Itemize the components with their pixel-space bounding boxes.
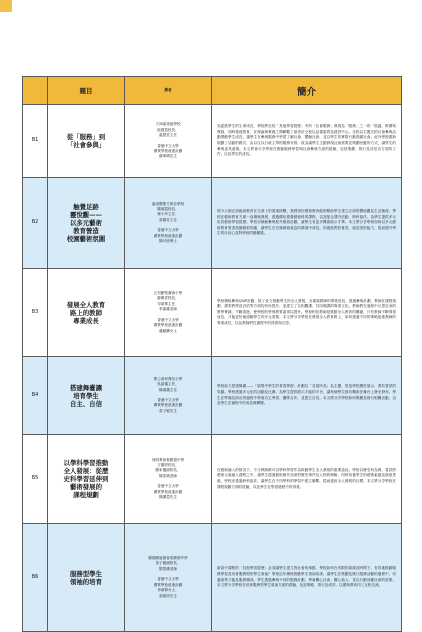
row-summary: 學校致力搭建舞臺——「展現中學生的青春學習」計劃以「各展所長」為主題，營造學校樂於展示、勇於嘗試的氛圍。學校透過多元化的活動及比賽，為學生提供展示才能的平台，讓每個學生都有機會在舞台上發光發亮。學生在準備及演出的過程中學會自主學習、團隊合作，並建立自信。本文將分享學校如何策劃及推行相關活動，以及學生在過程中的成長與轉變。 (212, 357, 402, 435)
row-code: B2 (23, 178, 48, 269)
row-code: B5 (23, 435, 48, 524)
table-row (23, 105, 402, 178)
row-author: 嘉諾撒聖方濟各學校 陳淑霞校長、 林小玲主任、 梁鳳芳主任 香港中文大學 優質學校改進計劃 陳可欣博士 (125, 178, 212, 269)
row-summary: 為促進學生的生命成長，學校將在校「其他學習經歷」中的「社會服務」發展為「服務」之一的「展議、推廣與實踐，同時重建教育，在理論與實踐之間聯繫了兩者於全校以品德素質為建設中心。全校以主題式的社會參與活動帶動學生成長，讓學生在參與服務中學習了解社會、體驗社會，並以學生的實際行動貢獻社會。此外學校重新規劃了活動的模式，由以往以行政主導的服務安排，改為讓學生主動發現社會需要並策劃回應的方式，讓學生的參與更具意義。本文將會分享學校在推動服務學習與社會參與方面的經驗，包括策劃、推行及評估各方面的工作，以及學生的成長。 (212, 105, 402, 178)
table-header-row (23, 77, 402, 105)
row-summary: 新高中課程的「其他學習經歷」必須讓學生建立對社會的承擔、學校如何在有限的資源及時間下，有效地推動服務學習及培育服務型的學生領袖？學校近年積極推動學生領袖培訓，讓學生在策劃及推行服務活動的過程中，培養領導才能及服務精神。學生透過參與不同的服務計劃，學會關心社會、關心他人，並以行動回應社會的需要。本文將分享學校在培育服務型學生領袖方面的經驗，包括策略、推行及成效，以期與教育同工互相交流。 (212, 524, 402, 632)
article-table-wrapper (22, 76, 402, 632)
row-title: 以學科學習推動 全人發展：從歷 史科學習延伸到 藝術發展的 課程規劃 (48, 435, 125, 524)
row-title: 服務型學生 領袖的培育 (48, 524, 125, 632)
row-title: 從「服務」到 「社會參與」 (48, 105, 125, 178)
table-row (23, 357, 402, 435)
row-code: B4 (23, 357, 48, 435)
row-author: 何明華會督銀禧中學 王靄婷校長、 劉家儀副校長、 陳浩晴老師 香港中文大學 優質學校改進計劃 陳潔盈先生 (125, 435, 212, 524)
row-code: B1 (23, 105, 48, 178)
header-title: 題目 (48, 77, 125, 105)
row-title: 触覺足跡 靈悅觀—— 以多元藝術 教育營造 校園藝術氛圍 (48, 178, 125, 269)
row-author: 天神嘉祿盛學校 區健盈校長、 溫慧雲主任 香港中文大學 優質學校改進計劃 蘇瑋晴先生 (125, 105, 212, 178)
row-author: 聖公會何澤芸小學 吳嘉儀主任、 陳淑儀主任 香港中文大學 優質學校改進計劃 黃子敏先生 (125, 357, 212, 435)
row-title: 發展全人教育 路上的教師 專業成長 (48, 269, 125, 357)
row-summary: 學校積極參與QSIP計劃，除了致力推動學生的全人發展，亦重視教師的專業成長。透過參與計劃，教師在課程規劃、課堂教學及評估等方面均有所提升，並建立了互相觀課、共同備課的專業文化。教師們在過程中反思自身的教學實踐，不斷改進，使學校的學與教質素得以提升。學校相信教師是推動全人教育的關鍵，只有教師不斷專業成長，才能更好地照顧學生的多元需要。本文將分享學校在發展全人教育路上，如何透過不同的策略促進教師的專業成長，以及教師們在過程中的得著與反思。 (212, 269, 402, 357)
row-title: 搭建舞臺讓 培育學生 自主、自信 (48, 357, 125, 435)
table-row (23, 269, 402, 357)
table-row (23, 524, 402, 632)
row-code: B3 (23, 269, 48, 357)
header-author: 撰者 (125, 77, 212, 105)
row-author: 五旬節聖潔會小學 蘇佩雲校長、 岑淑華主任、 李嘉儀老師 香港中文大學 優質學校改進計劃 潘穎嫻女士 (125, 269, 212, 357)
table-row (23, 178, 402, 269)
row-summary: 在藝術融入的情況下，不少教師都可以學科學習作為推動學生全人發展的重要途徑。學校以歷史科為例，嘗試將藝術元素融入課程之中，讓學生透過藝術創作加深對歷史事件及人物的理解，同時培養學生的藝術素養及創意思維。學校亦透過跨科協作，讓學生在不同學科的學習中建立聯繫，從而達致全人發展的目標。本文將分享學校在課程規劃方面的經驗，以及學生在學習過程中的得著。 (212, 435, 402, 524)
corner-tab-decoration (0, 0, 12, 12)
row-summary: 現今人類正面臨被教育在生命上的重重挑戰，我們深信藝術教育能夠幫助學生建立正面的價值觀及生活態度。學校在藝術教育方面一直積極發展，透過優化視覺藝術科的課程，以及配合課外活動、跨科協作，為學生提供多元化的藝術學習經歷。學校亦積極參與校外藝術計劃，讓學生有更多機會展示才華。本文將分享學校如何以多元藝術教育營造校園藝術氛圍，讓學生在充滿藝術氣息的環境中成長，培養他們欣賞美、創造美的能力，從而提升學生的自信心及對學校的歸屬感。 (212, 178, 402, 269)
row-code: B6 (23, 524, 48, 632)
row-author: 順德聯誼總會梁銶琚中學 黃子健副校長、 鄧思潔老師 香港中文大學 優質學校改進計劃 李淑賢女士、 梁嘉欣先生 (125, 524, 212, 632)
table-row (23, 435, 402, 524)
article-table (22, 76, 402, 632)
header-code-cell (23, 77, 48, 105)
header-summary: 簡介 (212, 77, 402, 105)
